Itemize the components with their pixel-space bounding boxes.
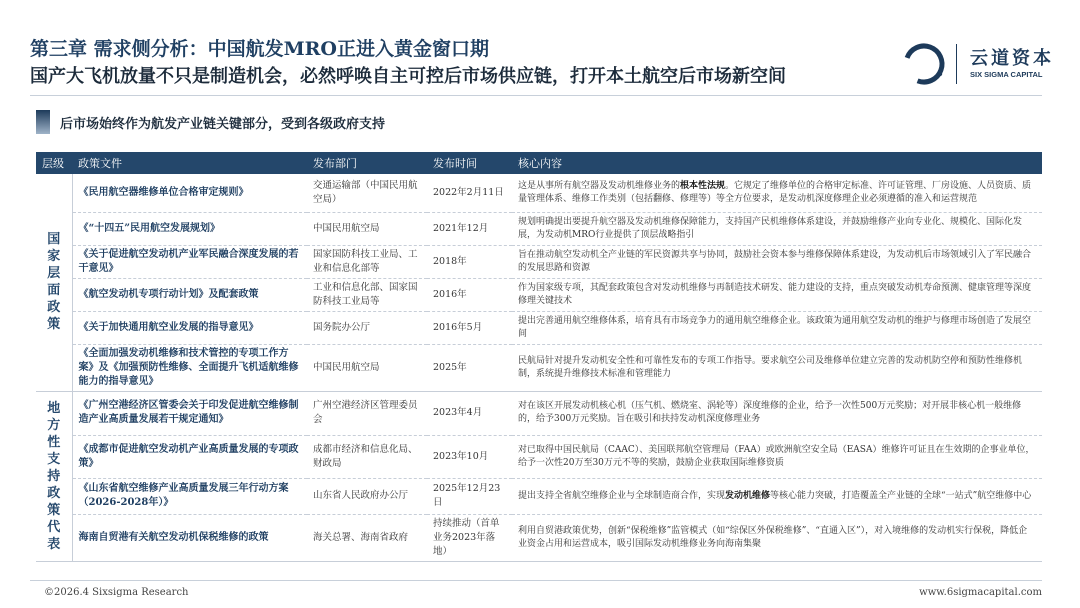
policy-dept: 国务院办公厅	[307, 311, 427, 344]
policy-dept: 中国民用航空局	[307, 344, 427, 391]
logo-divider	[956, 44, 957, 84]
level-national	[36, 174, 72, 391]
table-row	[36, 245, 1042, 278]
table-row	[36, 174, 1042, 212]
logo-mark-icon	[900, 40, 948, 88]
policy-name: 海南自贸港有关航空发动机保税维修的政策	[72, 514, 307, 561]
policy-date: 2018年	[427, 245, 512, 278]
policy-name: 《民用航空器维修单位合格审定规则》	[72, 174, 307, 212]
policy-date: 2016年5月	[427, 311, 512, 344]
col-header-policy: 政策文件	[72, 152, 307, 174]
policy-core: 对在该区开展发动机核心机（压气机、燃烧室、涡轮等）深度维修的企业，给予一次性500万元奖励；对开展非核心机一般维修的，给予300万元奖励。旨在吸引和扶持发动机深度修理业务	[512, 391, 1042, 435]
col-header-dept: 发布部门	[307, 152, 427, 174]
policy-dept: 交通运输部（中国民用航空局）	[307, 174, 427, 212]
footer-copyright: ©2026.4 Sixsigma Research	[44, 587, 189, 598]
table-row	[36, 212, 1042, 245]
col-header-date: 发布时间	[427, 152, 512, 174]
section-marker	[36, 110, 50, 134]
policy-core: 旨在推动航空发动机全产业链的军民资源共享与协同，鼓励社会资本参与维修保障体系建设，为发动机后市场领域引入了军民融合的发展思路和资源	[512, 245, 1042, 278]
policy-name: 《关于加快通用航空业发展的指导意见》	[72, 311, 307, 344]
policy-date: 2025年	[427, 344, 512, 391]
policy-date: 2022年2月11日	[427, 174, 512, 212]
policy-core: 规划明确提出要提升航空器及发动机维修保障能力，支持国产民机维修体系建设，并鼓励维修产业向专业化、规模化、国际化发展，为发动机MRO行业提供了顶层战略指引	[512, 212, 1042, 245]
table-row	[36, 278, 1042, 311]
table-row	[36, 514, 1042, 561]
policy-name: 《成都市促进航空发动机产业高质量发展的专项政策》	[72, 435, 307, 478]
policy-name: 《关于促进航空发动机产业军民融合深度发展的若干意见》	[72, 245, 307, 278]
policy-date: 持续推动（首单业务2023年落地）	[427, 514, 512, 561]
page-title: 第三章 需求侧分析：中国航发MRO正进入黄金窗口期	[30, 38, 489, 60]
policy-core: 提出完善通用航空维修体系，培育具有市场竞争力的通用航空维修企业。该政策为通用航空发动机的维护与修理市场创造了发展空间	[512, 311, 1042, 344]
table-header-row	[36, 152, 1042, 174]
policy-date: 2023年10月	[427, 435, 512, 478]
policy-date: 2021年12月	[427, 212, 512, 245]
footer-website: www.6sigmacapital.com	[919, 587, 1042, 598]
policy-core: 民航局针对提升发动机安全性和可靠性发布的专项工作指导。要求航空公司及维修单位建立完善的发动机防空停和预防性维修机制，系统提升维修技术标准和管理能力	[512, 344, 1042, 391]
policy-core: 提出支持全省航空维修企业与全球制造商合作，实现发动机维修等核心能力突破，打造覆盖全产业链的全球“一站式”航空维修中心	[512, 478, 1042, 514]
table-row	[36, 478, 1042, 514]
col-header-level: 层级	[36, 152, 72, 174]
policy-date: 2016年	[427, 278, 512, 311]
col-header-core: 核心内容	[512, 152, 1042, 174]
policy-dept: 山东省人民政府办公厅	[307, 478, 427, 514]
level-label: 地 方 性 支 持 政 策 代 表	[47, 400, 61, 552]
policy-name: 《“十四五”民用航空发展规划》	[72, 212, 307, 245]
policy-core: 作为国家级专项，其配套政策包含对发动机维修与再制造技术研发、能力建设的支持，重点突破发动机寿命预测、健康管理等深度修理关键技术	[512, 278, 1042, 311]
page-subtitle: 国产大飞机放量不只是制造机会，必然呼唤自主可控后市场供应链，打开本土航空后市场新空间	[30, 66, 786, 87]
logo-en-text: SIX SIGMA CAPITAL	[970, 70, 1043, 79]
policy-dept: 工业和信息化部、国家国防科技工业局等	[307, 278, 427, 311]
level-local	[36, 391, 72, 561]
policy-core: 利用自贸港政策优势，创新“保税维修”监管模式（如“综保区外保税维修”、“直通入区”），对入境维修的发动机实行保税，降低企业资金占用和运营成本，吸引国际发动机维修业务向海南集聚	[512, 514, 1042, 561]
table-row	[36, 311, 1042, 344]
policy-date: 2023年4月	[427, 391, 512, 435]
table-row	[36, 344, 1042, 391]
policy-name: 《全面加强发动机维修和技术管控的专项工作方案》及《加强预防性维修、全面提升飞机适航维修能力的指导意见》	[72, 344, 307, 391]
table-row	[36, 435, 1042, 478]
policy-dept: 成都市经济和信息化局、财政局	[307, 435, 427, 478]
table-row	[36, 391, 1042, 435]
policy-core: 这是从事所有航空器及发动机维修业务的根本性法规。它规定了维修单位的合格审定标准、许可证管理、厂房设施、人员资质、质量管理体系、维修工作类别（包括翻修、修理等）等全方位要求，是发动机深度修理企业必须遵循的准入和运营规范	[512, 174, 1042, 212]
section-title: 后市场始终作为航发产业链关键部分，受到各级政府支持	[60, 117, 386, 132]
policy-table	[36, 152, 1042, 562]
policy-name: 《山东省航空维修产业高质量发展三年行动方案（2026-2028年）》	[72, 478, 307, 514]
policy-dept: 海关总署、海南省政府	[307, 514, 427, 561]
policy-dept: 广州空港经济区管理委员会	[307, 391, 427, 435]
header-divider	[30, 95, 1042, 96]
logo-cn-text: 云道资本	[970, 48, 1054, 69]
policy-dept: 国家国防科技工业局、工业和信息化部等	[307, 245, 427, 278]
policy-name: 《广州空港经济区管委会关于印发促进航空维修制造产业高质量发展若干规定通知》	[72, 391, 307, 435]
policy-date: 2025年12月23日	[427, 478, 512, 514]
footer-divider	[30, 580, 1042, 581]
policy-core: 对已取得中国民航局（CAAC）、美国联邦航空管理局（FAA）或欧洲航空安全局（EASA）维修许可证且在生效期的企事业单位，给予一次性20万至30万元不等的奖励，鼓励企业获取国际维修资质	[512, 435, 1042, 478]
policy-name: 《航空发动机专项行动计划》及配套政策	[72, 278, 307, 311]
level-label: 国 家 层 面 政 策	[47, 232, 61, 333]
brand-logo	[900, 38, 1060, 90]
policy-dept: 中国民用航空局	[307, 212, 427, 245]
